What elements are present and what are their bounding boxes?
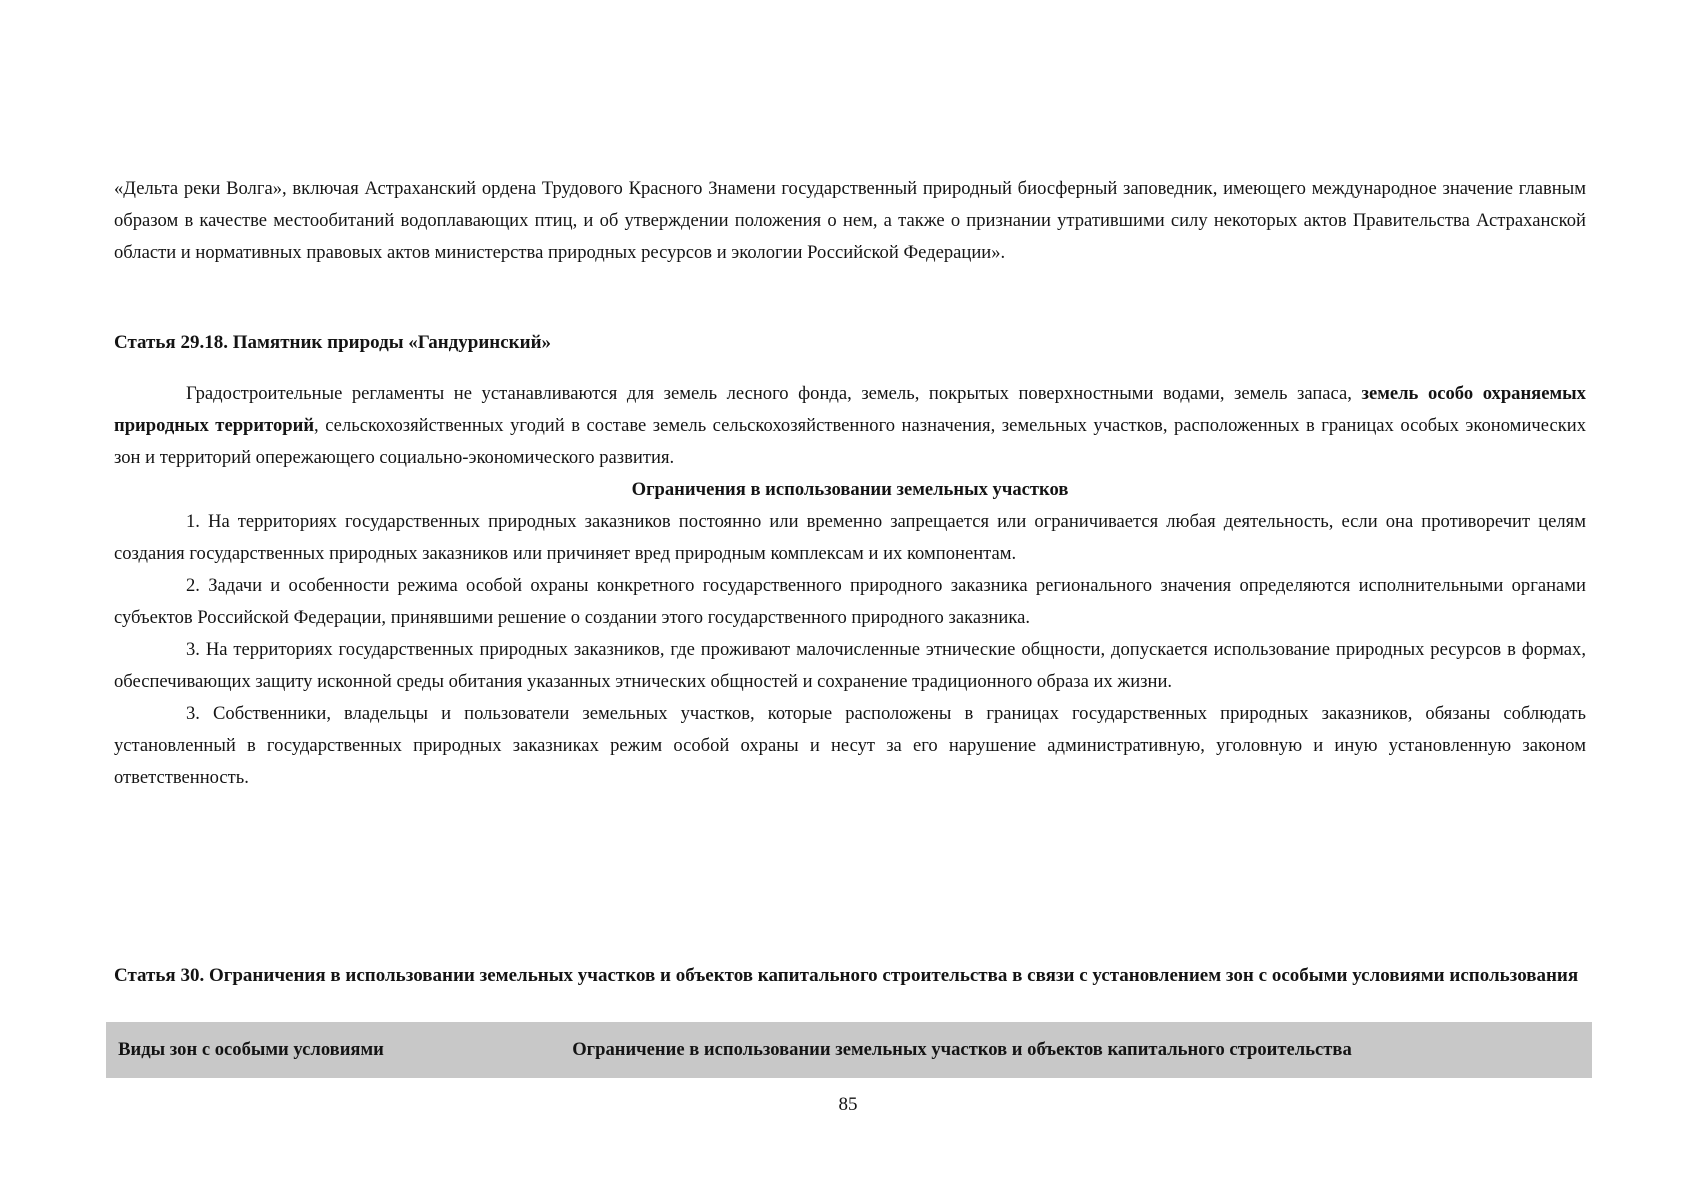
article-29-18-body bbox=[114, 378, 1586, 794]
restriction-item-4: 3. Собственники, владельцы и пользователи земельных участков, которые расположены в границах государственных природных заказников, обязаны соблюдать установленный в государственных природных заказниках режим особой охраны и несут за его нарушение административную, уголовную и иную установленную законом ответственность. bbox=[114, 703, 1586, 788]
regulations-paragraph bbox=[114, 378, 1586, 474]
page-number: 85 bbox=[838, 1094, 858, 1115]
restriction-item-1: 1. На территориях государственных природных заказников постоянно или временно запрещается или ограничивается любая деятельность, если она противоречит целям создания государственных природных заказников или причиняет вред природным комплексам и их компонентам. bbox=[114, 511, 1586, 564]
article-29-18-heading: Статья 29.18. Памятник природы «Гандуринский» bbox=[114, 332, 552, 353]
article-29-18-heading-block bbox=[114, 330, 1586, 356]
restrictions-heading: Ограничения в использовании земельных участков bbox=[631, 479, 1069, 500]
table-header-restriction: Ограничение в использовании земельных участков и объектов капитального строительства bbox=[572, 1039, 1352, 1060]
regulations-text-bold: земель особо охраняемых природных территорий bbox=[114, 383, 1586, 436]
article-30-heading: Статья 30. Ограничения в использовании земельных участков и объектов капитального строительства в связи с установлением зон с особыми условиями использования bbox=[114, 965, 1579, 986]
regulations-text-end: , сельскохозяйственных угодий в составе земель сельскохозяйственного назначения, земельных участков, расположенных в границах особых экономических зон и территорий опережающего социально-экономического развития. bbox=[114, 415, 1586, 468]
article-30-heading-block bbox=[114, 963, 1586, 989]
zones-table-header bbox=[106, 1022, 1592, 1078]
table-header-zone-types: Виды зон с особыми условиями bbox=[118, 1039, 384, 1060]
intro-paragraph: «Дельта реки Волга», включая Астраханский ордена Трудового Красного Знамени государственный природный биосферный заповедник, имеющего международное значение главным образом в качестве местообитаний водоплавающих птиц, и об утверждении положения о нем, а также о признании утратившими силу некоторых актов Правительства Астраханской области и нормативных правовых актов министерства природных ресурсов и экологии Российской Федерации». bbox=[114, 178, 1586, 263]
restriction-item-3: 3. На территориях государственных природных заказников, где проживают малочисленные этнические общности, допускается использование природных ресурсов в формах, обеспечивающих защиту исконной среды обитания указанных этнических общностей и сохранение традиционного образа их жизни. bbox=[114, 639, 1586, 692]
intro-paragraph-block bbox=[114, 173, 1586, 269]
restriction-item-2: 2. Задачи и особенности режима особой охраны конкретного государственного природного заказника регионального значения определяются исполнительными органами субъектов Российской Федерации, принявшими решение о создании этого государственного природного заказника. bbox=[114, 575, 1586, 628]
regulations-text-start: Градостроительные регламенты не устанавливаются для земель лесного фонда, земель, покрытых поверхностными водами, земель запаса, bbox=[186, 383, 1362, 404]
